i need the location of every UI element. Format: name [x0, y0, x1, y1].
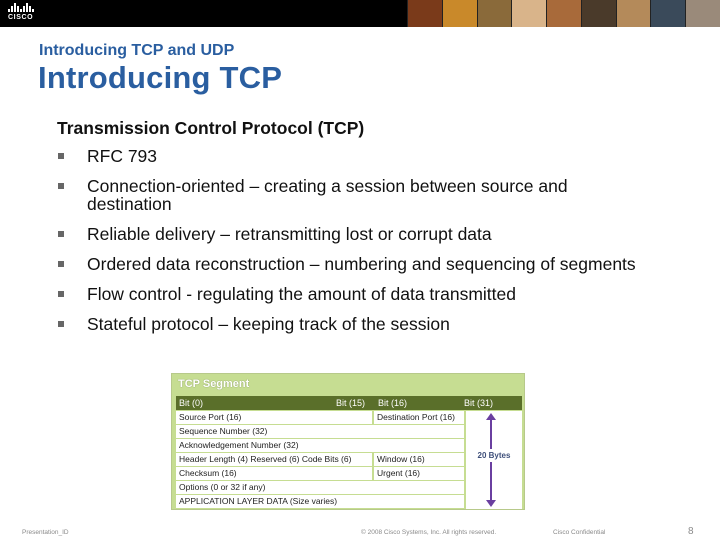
bit-label: Bit (0) — [179, 398, 204, 408]
checksum-field: Checksum (16) — [176, 467, 372, 480]
bit-ruler — [176, 396, 522, 410]
table-row — [176, 467, 464, 480]
table-row — [176, 453, 464, 466]
list-item — [57, 315, 657, 333]
bullet-text: Stateful protocol – keeping track of the session — [87, 314, 450, 334]
bullet-text: Ordered data reconstruction – numbering and sequencing of segments — [87, 254, 636, 274]
bullet-text: Flow control - regulating the amount of data transmitted — [87, 284, 516, 304]
slide-subtitle: Introducing TCP and UDP — [39, 42, 235, 59]
bullet-square-icon — [58, 321, 64, 327]
banner-photo — [407, 0, 442, 27]
logo-wordmark: CISCO — [8, 14, 34, 21]
window-field: Window (16) — [374, 453, 464, 466]
sequence-number-field: Sequence Number (32) — [176, 425, 464, 438]
presentation-id: Presentation_ID — [22, 529, 69, 536]
banner-photo — [477, 0, 512, 27]
slide-title: Introducing TCP — [38, 60, 283, 95]
list-item — [57, 285, 657, 303]
application-data-field: APPLICATION LAYER DATA (Size varies) — [176, 495, 464, 508]
list-item — [57, 147, 657, 165]
diagram-title: TCP Segment — [178, 378, 250, 390]
banner-photo — [442, 0, 477, 27]
acknowledgement-number-field: Acknowledgement Number (32) — [176, 439, 464, 452]
page-number: 8 — [688, 526, 694, 537]
bullet-list — [57, 147, 657, 345]
header-size-indicator — [466, 411, 522, 509]
header-length-field: Header Length (4) Reserved (6) Code Bits (6) — [176, 453, 372, 466]
banner-photo-strip — [407, 0, 720, 27]
banner-photo — [581, 0, 616, 27]
table-row — [176, 439, 464, 452]
options-field: Options (0 or 32 if any) — [176, 481, 464, 494]
table-row — [176, 481, 464, 494]
destination-port-field: Destination Port (16) — [374, 411, 464, 424]
banner-photo — [546, 0, 581, 27]
copyright-notice: © 2008 Cisco Systems, Inc. All rights reserved. — [361, 529, 497, 536]
table-row — [176, 425, 464, 438]
bullet-text: RFC 793 — [87, 146, 158, 166]
banner-photo — [616, 0, 651, 27]
list-item — [57, 255, 657, 273]
list-item — [57, 177, 657, 213]
banner-photo — [685, 0, 720, 27]
banner-photo — [650, 0, 685, 27]
urgent-field: Urgent (16) — [374, 467, 464, 480]
bytes-label: 20 Bytes — [466, 449, 522, 462]
table-row — [176, 411, 464, 424]
bullet-square-icon — [58, 183, 64, 189]
list-item — [57, 225, 657, 243]
bullet-square-icon — [58, 153, 64, 159]
segment-fields — [176, 411, 464, 509]
tcp-segment-diagram — [171, 373, 525, 510]
banner-photo — [511, 0, 546, 27]
bit-label: Bit (16) — [378, 398, 408, 408]
bullet-square-icon — [58, 291, 64, 297]
bullet-text: Reliable delivery – retransmitting lost or corrupt data — [87, 224, 492, 244]
top-banner — [0, 0, 720, 27]
bit-label: Bit (31) — [464, 398, 494, 408]
table-row — [176, 495, 464, 508]
bullet-text: Connection-oriented – creating a session between source and destination — [87, 176, 568, 214]
arrow-down-icon — [486, 500, 496, 507]
bullet-square-icon — [58, 261, 64, 267]
bit-label: Bit (15) — [336, 398, 366, 408]
bullet-square-icon — [58, 231, 64, 237]
confidential-label: Cisco Confidential — [553, 529, 606, 536]
cisco-logo — [8, 3, 44, 23]
source-port-field: Source Port (16) — [176, 411, 372, 424]
section-heading: Transmission Control Protocol (TCP) — [57, 118, 365, 138]
cisco-logo-bars-icon — [8, 3, 44, 12]
